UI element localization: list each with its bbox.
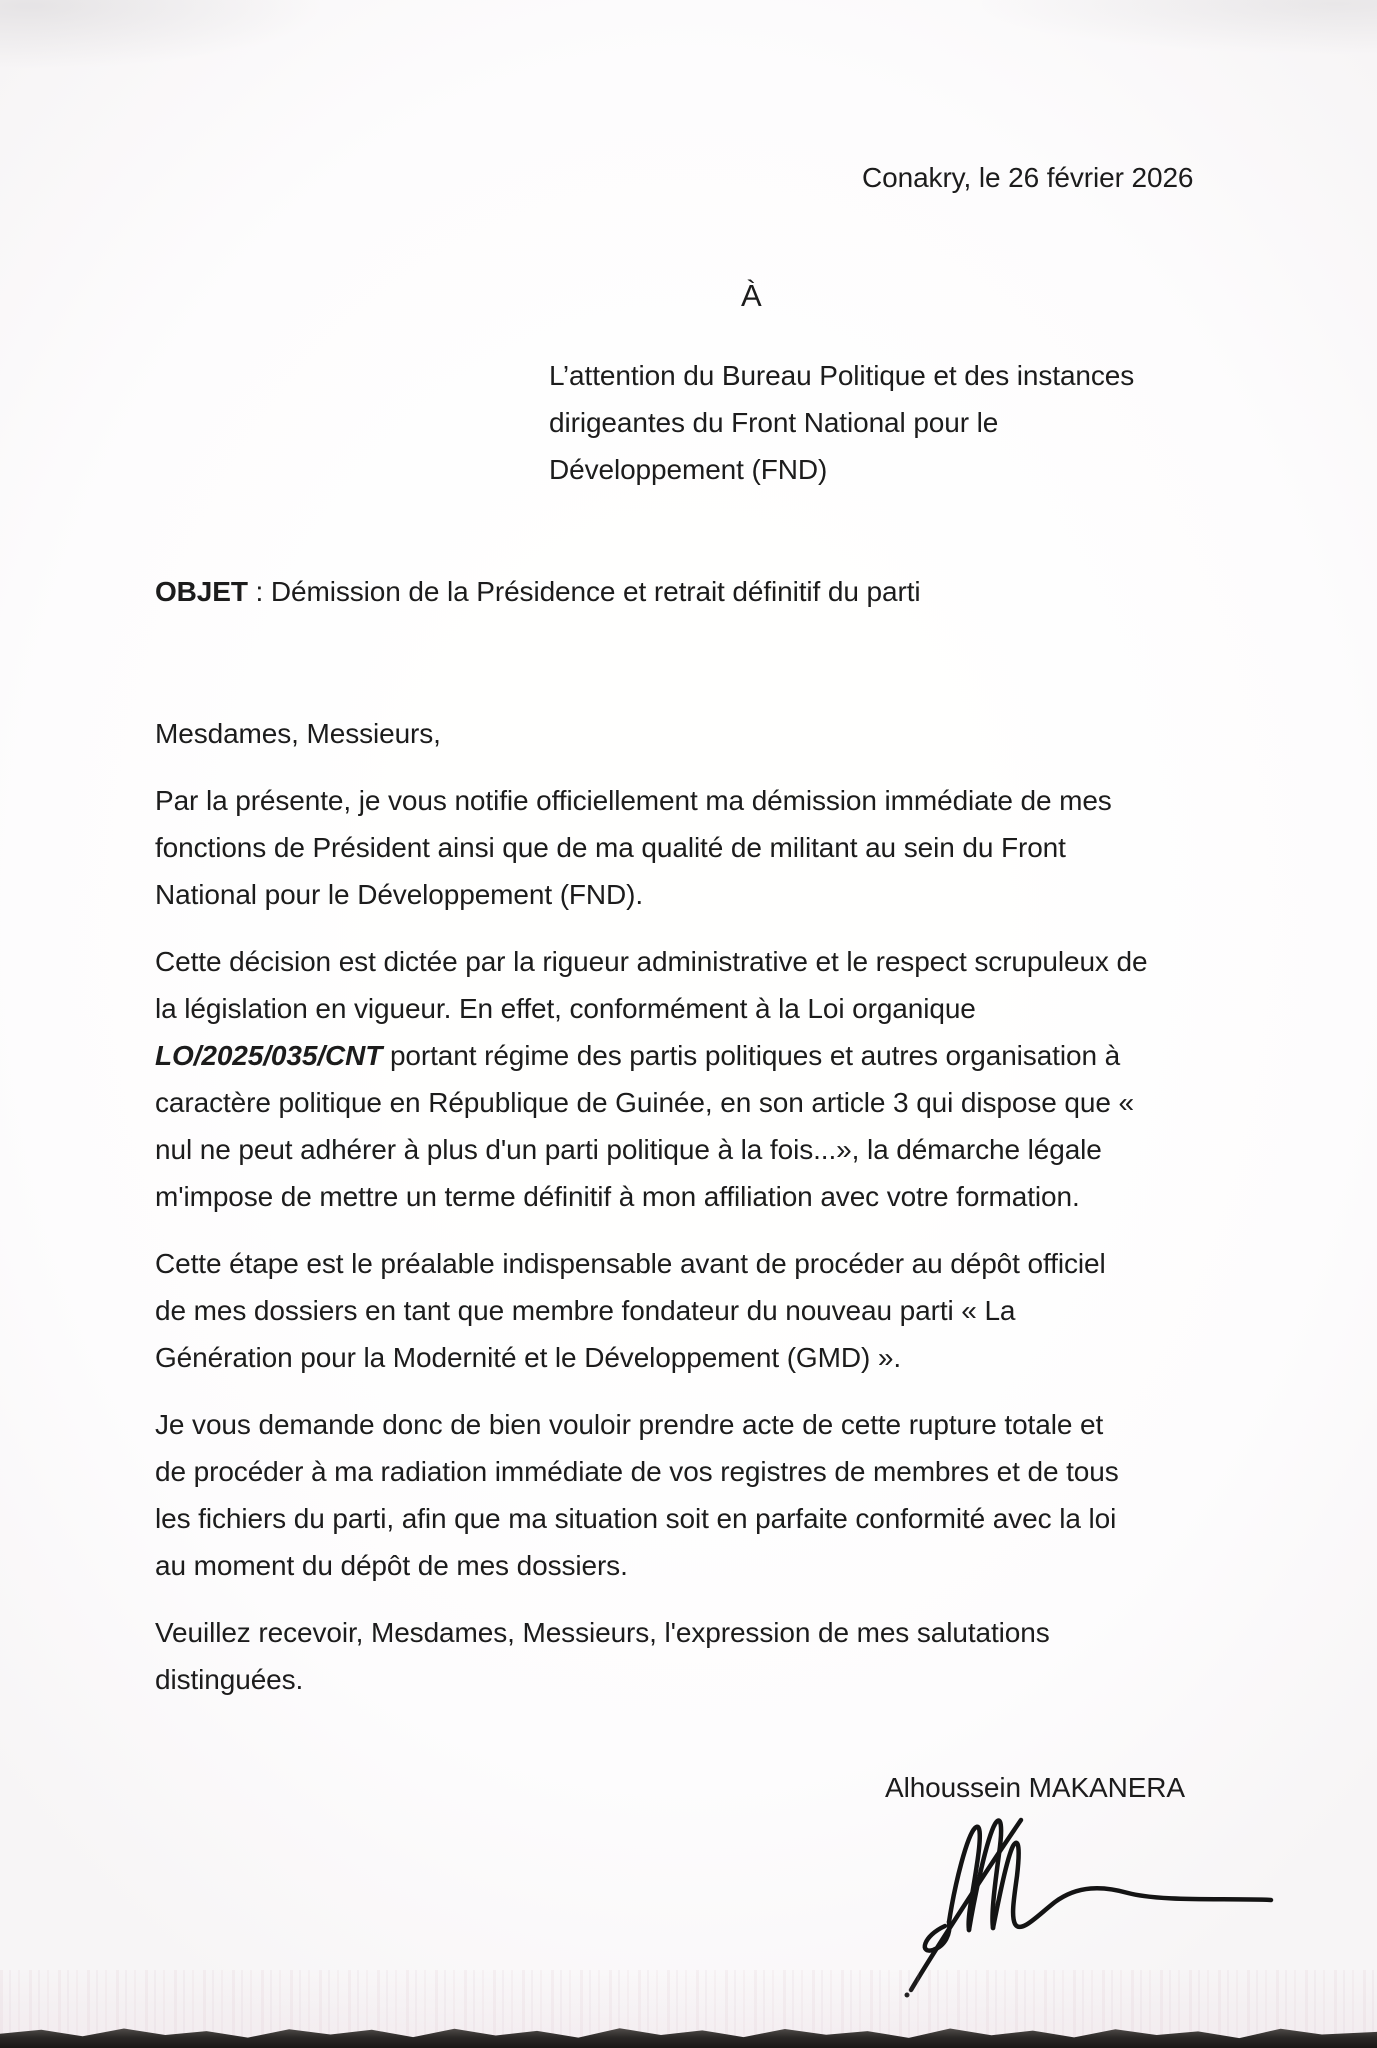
- signature-name: Alhoussein MAKANERA: [885, 1772, 1186, 1803]
- handwritten-signature: [893, 1798, 1283, 1998]
- dateline: Conakry, le 26 février 2026: [862, 162, 1194, 193]
- paragraph-1: Par la présente, je vous notifie officiellement ma démission immédiate de mes fonctions de Président ainsi que de ma qualité de militant au sein du Front National pour le Développement (FND).: [155, 785, 1112, 910]
- law-reference: LO/2025/035/CNT: [155, 1040, 383, 1071]
- paragraph-2: [155, 938, 1305, 1220]
- recipient-line: L’attention du Bureau Politique et des instances: [549, 360, 1135, 391]
- subject-text: : Démission de la Présidence et retrait définitif du parti: [247, 576, 921, 607]
- letter-body: [155, 568, 1305, 1703]
- subject-label: OBJET: [155, 576, 248, 607]
- scan-torn-bottom-edge: [0, 2022, 1377, 2048]
- recipient-intro: À: [741, 278, 762, 313]
- recipient-block: [549, 352, 1134, 493]
- paragraph-2-tail: portant régime des partis politiques et autres organisation à caractère politique en République de Guinée, en son article 3 qui dispose que « nul ne peut adhérer à plus d'un parti politique à la fois...», la démarche légale m'impose de mettre un terme définitif à mon affiliation avec votre formation.: [155, 1040, 1134, 1212]
- closing-paragraph: Veuillez recevoir, Mesdames, Messieurs, l'expression de mes salutations distinguées.: [155, 1617, 1050, 1695]
- recipient-line: dirigeantes du Front National pour le: [549, 407, 999, 438]
- paragraph-3: Cette étape est le préalable indispensable avant de procéder au dépôt officiel de mes dossiers en tant que membre fondateur du nouveau parti « La Génération pour la Modernité et le Développement (GMD) ».: [155, 1248, 1106, 1373]
- subject-line: [155, 568, 1305, 615]
- recipient-line: Développement (FND): [549, 454, 828, 485]
- paragraph-4: Je vous demande donc de bien vouloir prendre acte de cette rupture totale et de procéder à ma radiation immédiate de vos registres de membres et de tous les fichiers du parti, afin que ma situation soit en parfaite conformité avec la loi au moment du dépôt de mes dossiers.: [155, 1409, 1119, 1581]
- salutation: Mesdames, Messieurs,: [155, 718, 441, 749]
- paragraph-2-lead: Cette décision est dictée par la rigueur administrative et le respect scrupuleux de la législation en vigueur. En effet, conformément à la Loi organique: [155, 946, 1148, 1024]
